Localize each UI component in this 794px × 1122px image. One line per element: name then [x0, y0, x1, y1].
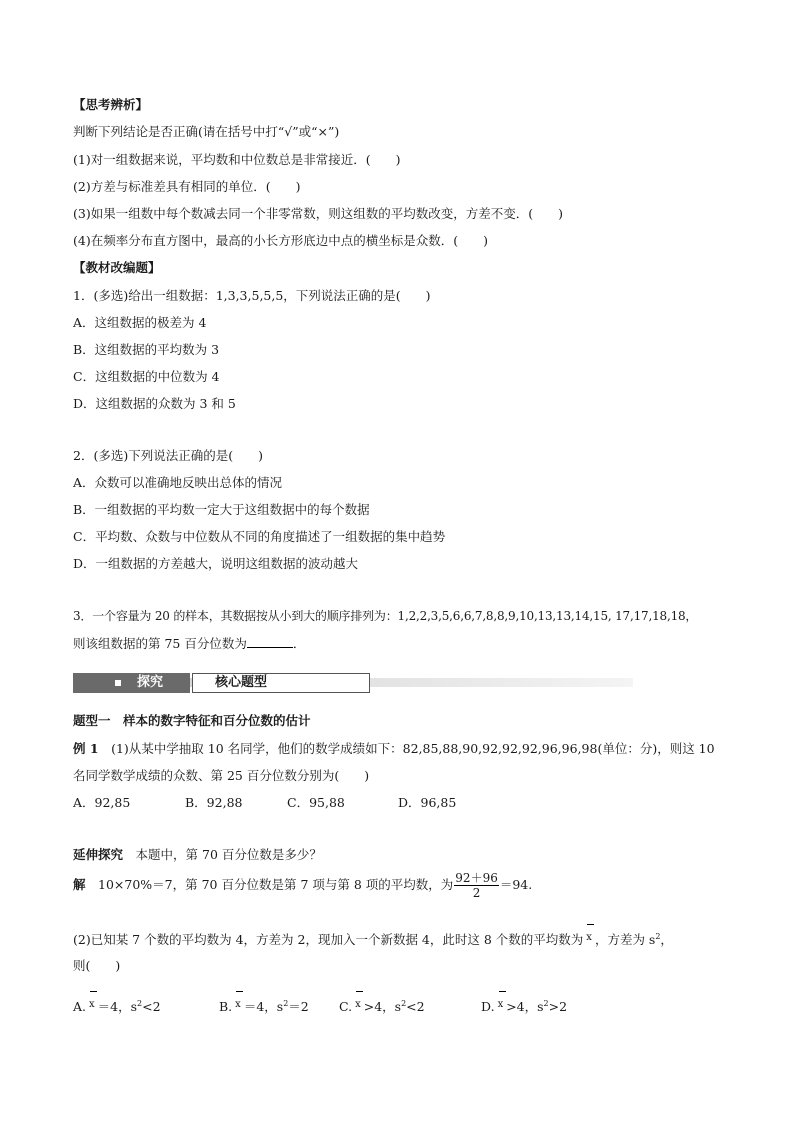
extension-label: 延伸探究 [73, 847, 124, 862]
banner-core-label: 核心题型 [215, 675, 268, 690]
think-item-3: (3)如果一组数中每个数减去同一个非零常数，则这组数的平均数改变，方差不变．( ) [73, 206, 563, 221]
answer-blank [247, 636, 293, 648]
option-end: ＝2 [288, 999, 309, 1014]
p2-line2: 则( ) [73, 958, 121, 973]
option-mid: ＝4，s [97, 999, 138, 1014]
p2-text: (2)已知某 7 个数的平均数为 4，方差为 2，现加入一个新数据 4，此时这 8 个数的平均数为 [73, 932, 584, 947]
square-superscript: 2 [283, 999, 289, 1008]
q3-line2 [73, 636, 305, 652]
option-mid: >4，s [506, 999, 544, 1014]
q2-option-c: C．平均数、众数与中位数从不同的角度描述了一组数据的集中趋势 [73, 529, 446, 544]
x-bar-symbol: x [89, 997, 95, 1013]
think-title: 【思考辨析】 [73, 97, 149, 112]
p2-line1 [73, 930, 673, 948]
x-bar-symbol: x [235, 997, 241, 1013]
p2-option-d [481, 997, 567, 1015]
p2-option-b [219, 997, 309, 1015]
fraction-denominator: 2 [472, 886, 481, 900]
square-superscript: 2 [543, 999, 549, 1008]
q1-option-c: C．这组数据的中位数为 4 [73, 369, 220, 384]
ex1-line1 [73, 741, 715, 757]
option-letter: D. [481, 999, 495, 1014]
fraction [454, 871, 499, 900]
square-superscript: 2 [137, 999, 143, 1008]
option-mid: >4，s [363, 999, 402, 1014]
solution-label: 解 [73, 877, 86, 892]
solution-text: 10×70%＝7，第 70 百分位数是第 7 项与第 8 项的平均数，为 [85, 877, 454, 892]
p2-option-c [339, 997, 425, 1015]
extension-line [73, 847, 322, 863]
fraction-numerator: 92＋96 [455, 871, 498, 885]
q2-option-a: A．众数可以准确地反映出总体的情况 [73, 475, 283, 490]
extension-text: 本题中，第 70 百分位数是多少？ [123, 847, 322, 862]
square-superscript: 2 [401, 999, 407, 1008]
think-item-4: (4)在频率分布直方图中，最高的小长方形底边中点的横坐标是众数．( ) [73, 233, 488, 248]
ex1-option-c: C．95,88 [287, 795, 345, 810]
option-end: <2 [142, 999, 161, 1014]
q1-option-b: B．这组数据的平均数为 3 [73, 342, 220, 357]
q1-stem: 1．(多选)给出一组数据：1,3,3,5,5,5，下列说法正确的是( ) [73, 288, 431, 303]
x-bar-symbol: x [498, 997, 504, 1013]
think-item-2: (2)方差与标准差具有相同的单位．( ) [73, 179, 301, 194]
think-item-1: (1)对一组数据来说，平均数和中位数总是非常接近．( ) [73, 152, 401, 167]
section-banner [73, 673, 633, 693]
x-bar-symbol: x [355, 997, 361, 1013]
banner-core [192, 673, 370, 693]
ex1-option-a: A．92,85 [73, 795, 131, 810]
ex1-option-d: D．96,85 [398, 795, 457, 810]
type1-title: 题型一 样本的数字特征和百分位数的估计 [73, 713, 311, 728]
q2-stem: 2．(多选)下列说法正确的是( ) [73, 448, 263, 463]
square-superscript: 2 [655, 932, 661, 941]
q3-line1: 3．一个容量为 20 的样本，其数据按从小到大的顺序排列为：1,2,2,3,5,6,6,7,8,8,9,10,13,13,14,15, 17,17,18,18， [73, 609, 698, 623]
banner-explore [73, 673, 190, 693]
q1-option-a: A．这组数据的极差为 4 [73, 315, 207, 330]
ex1-label: 例 1 [73, 741, 99, 756]
square-bullet-icon [115, 680, 121, 686]
ex1-option-b: B．92,88 [185, 795, 243, 810]
option-end: <2 [406, 999, 425, 1014]
q3-end: ． [292, 636, 306, 651]
q1-option-d: D．这组数据的众数为 3 和 5 [73, 396, 236, 411]
think-intro: 判断下列结论是否正确(请在括号中打“√”或“×”) [73, 124, 340, 139]
x-bar-symbol: x [586, 930, 592, 946]
p2-option-a [73, 997, 161, 1015]
ex1-text: (1)从某中学抽取 10 名同学，他们的数学成绩如下：82,85,88,90,92,92,92,96,96,98(单位：分)，则这 10 [98, 741, 715, 756]
q3-text: 则该组数据的第 75 百分位数为 [73, 636, 247, 651]
option-mid: ＝4，s [243, 999, 284, 1014]
option-letter: A. [73, 999, 87, 1014]
option-letter: C. [339, 999, 353, 1014]
option-end: >2 [548, 999, 568, 1014]
option-letter: B. [219, 999, 233, 1014]
solution-line [73, 870, 532, 900]
textbook-title: 【教材改编题】 [73, 260, 161, 275]
p2-variance: ，方差为 s [594, 932, 656, 947]
banner-explore-label: 探究 [137, 675, 164, 690]
solution-result: ＝94. [499, 877, 533, 892]
q2-option-d: D．一组数据的方差越大，说明这组数据的波动越大 [73, 556, 359, 571]
ex1-line2: 名同学数学成绩的众数、第 25 百分位数分别为( ) [73, 768, 370, 783]
p2-comma: ， [660, 932, 673, 947]
q2-option-b: B．一组数据的平均数一定大于这组数据中的每个数据 [73, 502, 370, 517]
